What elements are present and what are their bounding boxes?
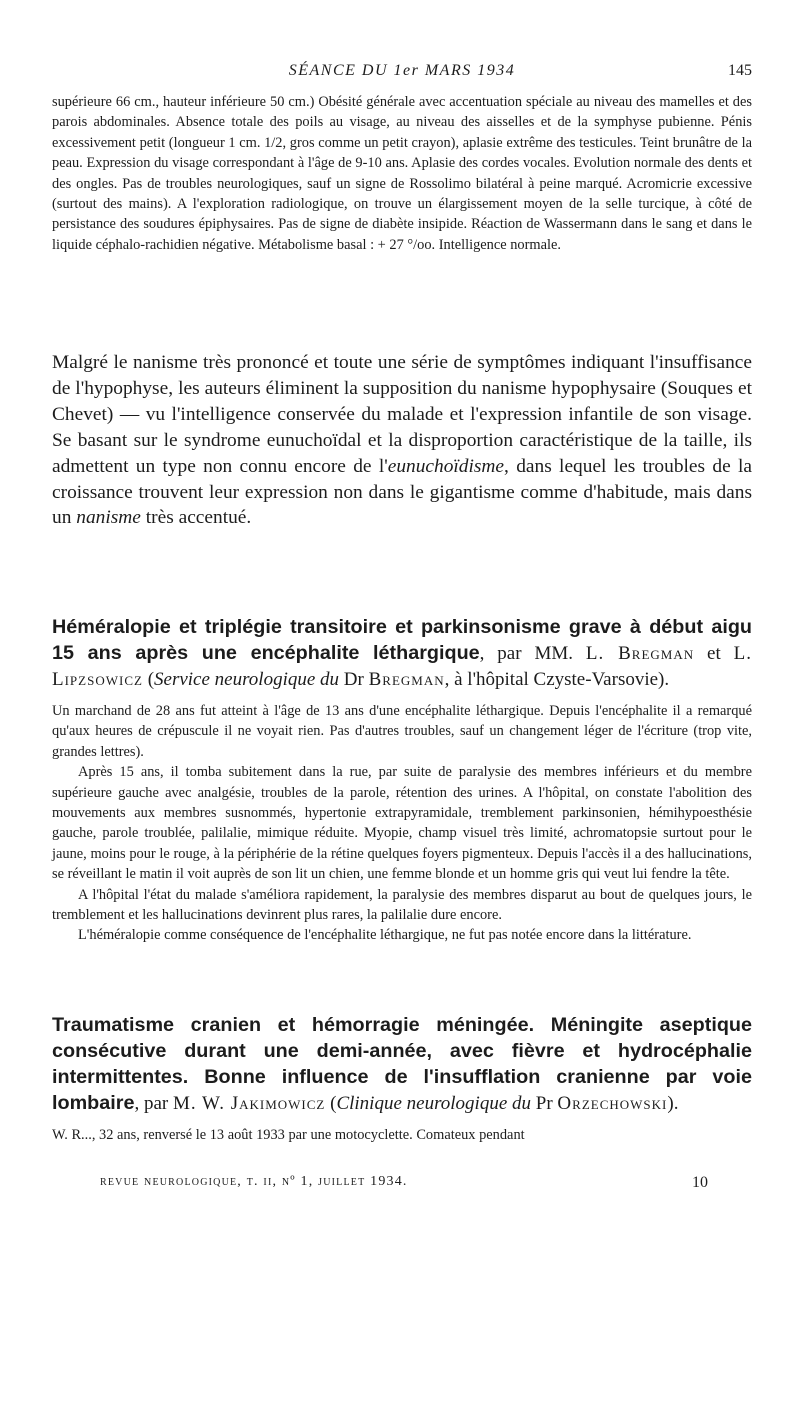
discussion-text: , dans lequel les troubles de la croissance trouvent leur expression non dans le gigantisme comme d'habitude, mais dans un <box>52 455 752 529</box>
term-nanisme: nanisme <box>76 507 141 529</box>
page-number: 145 <box>728 62 752 79</box>
article-1-place: , à l'hôpital Czyste-Varsovie). <box>444 669 670 690</box>
article-2-title: Traumatisme cranien et hémorragie méningée. Méningite aseptique consécutive durant une demi-année, avec fièvre et hydrocéphalie intermittentes. Bonne influence de l'insufflation cranienne par voie lombaire <box>52 1014 752 1114</box>
article-1-service: Service neurologique du <box>154 669 340 690</box>
article-2-clinic: Clinique neurologique du <box>336 1093 532 1114</box>
discussion-text: Malgré le nanisme très prononcé et toute une série de symptômes indiquant l'insuffisance de l'hypophyse, les auteurs éliminent la supposition du nanisme hypophysaire (Souques et Chevet) — vu l'intelligence conservée du malade et l'expression infantile de son visage. Se basant sur le syndrome eunuchoïdal et la disproportion caractéristique de la taille, ils admettent un type non connu encore de l' <box>52 352 752 477</box>
discussion-paragraph <box>52 350 752 531</box>
journal-citation: revue neurologique, t. ii, nº 1, juillet 1934. <box>100 1174 408 1189</box>
article-1-title: Héméralopie et triplégie transitoire et parkinsonisme grave à début aigu 15 ans après une encéphalite léthargique <box>52 616 752 664</box>
article-2-author: M. W. Jakimowicz <box>172 1093 326 1114</box>
article-1-body <box>52 701 752 946</box>
page-header <box>52 62 752 86</box>
article-1-author: L. Bregman <box>585 643 695 664</box>
article-2-chief: Orzechowski <box>557 1093 668 1114</box>
article-2-paragraph: W. R..., 32 ans, renversé le 13 août 1933 par une motocyclette. Comateux pendant <box>52 1127 525 1143</box>
article-1-paragraph: L'héméralopie comme conséquence de l'encéphalite léthargique, ne fut pas notée encore dans la littérature. <box>78 927 692 944</box>
term-eunuchoidisme: eunuchoïdisme <box>387 455 505 477</box>
article-1-paragraph: A l'hôpital l'état du malade s'améliora rapidement, la paralysie des membres disparut au bout de quelques jours, le tremblement et les hallucinations devinrent plus rares, la palilalie dure encore. <box>52 886 752 924</box>
article-2-heading: Traumatisme cranien et hémorragie méningée. Méningite aseptique consécutive durant une demi-année, avec fièvre et hydrocéphalie intermittentes. Bonne influence de l'insufflation cranienne par voie lombaire, par M. W. Jakimowicz (Clinique neurologique du Pr Orzechowski). <box>52 1014 752 1114</box>
article-2-body <box>52 1125 752 1145</box>
signature-number: 10 <box>692 1174 708 1191</box>
running-title: SÉANCE DU 1er MARS 1934 <box>288 62 516 79</box>
article-1-paragraph: Un marchand de 28 ans fut atteint à l'âge de 13 ans d'une encéphalite léthargique. Depuis l'encéphalite il a remarqué qu'aux heures de crépuscule il ne voyait rien. Pas d'autres troubles, sauf un changement léger de l'écriture (trop vite, grandes lettres). <box>52 703 752 760</box>
discussion <box>52 350 752 531</box>
article-1-paragraph: Après 15 ans, il tomba subitement dans la rue, par suite de paralysie des membres inférieurs et du membre supérieure gauche avec analgésie, troubles de la parole, rétention des urines. A l'hôpital, on constate l'abolition des mouvements aux membres susnommés, hypertonie extrapyramidale, tremblement parkinsonien, hémihypoesthésie gauche, parole troublée, palilalie, mimique réduite. Myopie, champ visuel très limité, achromatopsie surtout pour le jaune, moins pour le rouge, à la périphérie de la rétine quelques foyers pigmenteux. Depuis l'accès il a des hallucinations, se réveillant le matin il voit auprès de son lit un chien, une femme blonde et un homme gris qui veut lui fendre la tête. <box>52 764 752 883</box>
page-footer <box>100 1174 708 1198</box>
discussion-text: très accentué. <box>140 507 252 529</box>
case-continuation-paragraph: supérieure 66 cm., hauteur inférieure 50 cm.) Obésité générale avec accentuation spéciale au niveau des mamelles et des parois abdominales. Absence totale des poils au visage, au niveau des aisselles et de la symphyse pubienne. Pénis excessivement petit (longueur 1 cm. 1/2, gros comme un petit crayon), aplasie extrême des testicules. Teint brunâtre de la peau. Expression du visage correspondant à l'âge de 9-10 ans. Aplasie des cordes vocales. Evolution normale des dents et des ongles. Pas de troubles neurologiques, sauf un signe de Rossolimo bilatéral à peine marqué. Acromicrie excessive (surtout des mains). A l'exploration radiologique, on trouve un élargissement moyen de la selle turcique, à côté de persistance des soudures épiphysaires. Pas de signe de diabète insipide. Réaction de Wassermann dans le sang et dans le liquide céphalo-rachidien négative. Métabolisme basal : + 27 °/oo. Intelligence normale. <box>52 94 752 253</box>
article-1-chief: Bregman <box>368 669 445 690</box>
article-1-heading: Héméralopie et triplégie transitoire et parkinsonisme grave à début aigu 15 ans après une encéphalite léthargique, par MM. L. Bregman et L. Lipzsowicz (Service neurologique du Dr Bregman, à l'hôpital Czyste-Varsovie). <box>52 616 752 690</box>
case-continuation <box>52 92 752 255</box>
article-1 <box>52 614 752 946</box>
article-2 <box>52 1012 752 1145</box>
article-1-author: L. Lipzsowicz <box>52 643 752 690</box>
